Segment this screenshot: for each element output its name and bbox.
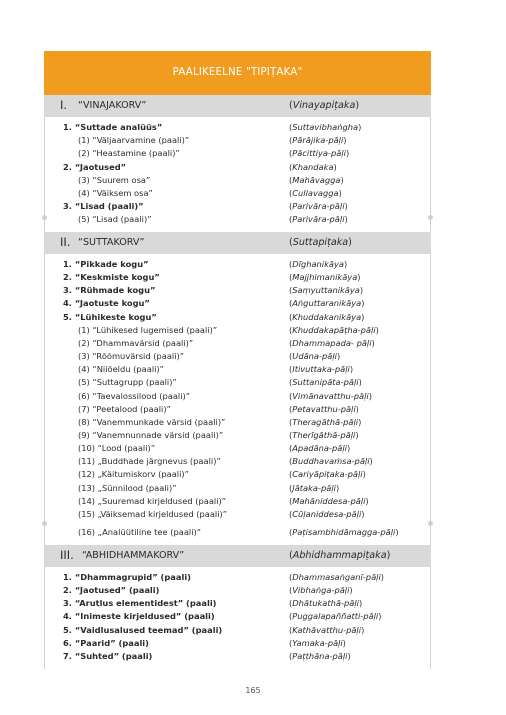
item-label: (15) „Väiksemad kirjeldused (paali)”: [78, 508, 228, 519]
item-pali-text: Khuddakapāṭha-pāḷi: [292, 324, 376, 335]
item-label: (11) „Buddhade järgnevus (paali)”: [78, 456, 221, 467]
item-label: 2. “Jaotused”: [63, 161, 127, 172]
list-item: [0, 468, 506, 481]
item-label: 3. “Arutlus elementidest” (paali): [63, 598, 217, 609]
list-item: [0, 442, 506, 455]
item-label: (3) “Suurem osa”: [78, 174, 151, 185]
section-pali-text: Abhidhammapiṭaka: [292, 550, 387, 561]
item-pali-text: Petavatthu-pāḷi: [292, 403, 356, 414]
item-pali: (Pācittiya-pāḷi): [289, 148, 350, 159]
item-pali-text: Itivuttaka-pāḷi: [292, 364, 350, 375]
item-pali: (Kathāvatthu-pāḷi): [289, 624, 365, 635]
list-item: [0, 311, 506, 324]
section-name: “VINAJAKORV”: [78, 100, 147, 111]
list-item: [0, 403, 506, 416]
item-pali: (Mahāvagga): [289, 174, 344, 185]
item-pali: (Petavatthu-pāḷi): [289, 403, 359, 414]
item-label: (4) “Väiksem osa”: [78, 187, 153, 198]
item-pali-text: Vibhaṅga-pāḷi: [292, 585, 350, 596]
item-pali-text: Suttanipāta-pāḷi: [292, 377, 359, 388]
list-item: [0, 482, 506, 495]
item-pali-text: Aṅguttaranikāya: [292, 298, 362, 309]
item-pali-text: Puggalapaññatti-pāḷi: [292, 611, 379, 622]
item-label: 2. “Jaotused” (paali): [63, 585, 160, 596]
item-label: (2) “Heastamine (paali)”: [78, 148, 180, 159]
item-label: 2. “Keskmiste kogu”: [63, 272, 160, 283]
item-pali: (Parivāra-pāḷi): [289, 214, 348, 225]
item-label: 5. “Vaidlusalused teemad” (paali): [63, 624, 223, 635]
item-pali-text: Cariyāpiṭaka-pāḷi: [292, 469, 363, 480]
item-pali: (Pārājika-pāḷi): [289, 135, 347, 146]
section-name: “SUTTAKORV”: [78, 237, 145, 248]
section-header: [44, 232, 431, 254]
list-item: [0, 187, 506, 200]
item-label: 6. “Paarid” (paali): [63, 637, 149, 648]
item-pali-text: Yamaka-pāḷi: [292, 637, 343, 648]
item-pali: (Parivāra-pāḷi): [289, 200, 348, 211]
item-pali-text: Dhammasaṅganī-pāḷi: [292, 572, 381, 582]
table-title: PAALIKEELNE "TIPIṬAKA": [44, 51, 431, 95]
item-label: (3) “Rõõmuvärsid (paali)”: [78, 351, 185, 361]
item-pali: (Vibhaṅga-pāḷi): [289, 585, 353, 596]
list-item: [0, 584, 506, 597]
item-label: (13) „Sünnilood (paali)”: [78, 482, 177, 493]
item-pali: (Khuddakapāṭha-pāḷi): [289, 324, 379, 335]
item-pali-text: Suttavibhaṅgha: [292, 122, 359, 132]
item-pali-text: Paṭisambhidāmagga-pāḷi: [292, 527, 396, 537]
list-item: [0, 200, 506, 213]
item-pali: (Puggalapaññatti-pāḷi): [289, 611, 382, 622]
item-pali: (Majjhimanikāya): [289, 272, 361, 283]
item-pali-text: Dīghanikāya: [292, 259, 345, 269]
item-pali: (Aṅguttaranikāya): [289, 298, 365, 309]
item-pali: (Paṭṭhāna-pāḷi): [289, 650, 351, 661]
item-pali: (Itivuttaka-pāḷi): [289, 364, 354, 375]
item-label: (10) “Lood (paali)”: [78, 443, 156, 454]
list-item: [0, 258, 506, 271]
section-pali-text: Suttapiṭaka: [292, 237, 349, 248]
item-pali-text: Cullavagga: [292, 187, 339, 198]
item-label: (2) “Dhammavärsid (paali)”: [78, 337, 194, 348]
item-pali: (Yamaka-pāḷi): [289, 637, 346, 648]
list-item: [0, 597, 506, 610]
item-label: 4. “Inimeste kirjeldused” (paali): [63, 611, 215, 622]
list-item: [0, 416, 506, 429]
list-item: [0, 121, 506, 134]
item-label: (9) “Vanemnunnade värsid (paali)”: [78, 429, 224, 440]
list-item: [0, 624, 506, 637]
section-pali-text: Vinayapiṭaka: [292, 100, 356, 111]
item-pali-text: Saṃyuttanikāya: [292, 285, 360, 296]
list-item: [0, 324, 506, 337]
item-label: (16) „Analüütiline tee (paali)”: [78, 527, 202, 537]
item-label: (7) “Peetalood (paali)”: [78, 403, 171, 414]
item-pali-text: Majjhimanikāya: [292, 272, 358, 283]
item-pali: (Therīgāthā-pāḷi): [289, 429, 359, 440]
list-item: [0, 508, 506, 521]
item-pali: (Suttanipāta-pāḷi): [289, 377, 362, 388]
page-number: 165: [245, 686, 261, 695]
item-pali-text: Theragāthā-pāḷi: [292, 416, 359, 427]
item-label: 3. “Rühmade kogu”: [63, 285, 156, 296]
item-pali: (Buddhavaṁsa-pāḷi): [289, 456, 373, 467]
item-label: 1. “Dhammagrupid” (paali): [63, 572, 191, 582]
item-label: 7. “Suhted” (paali): [63, 650, 153, 661]
list-item: [0, 495, 506, 508]
list-item: [0, 610, 506, 623]
item-pali: (Udāna-pāḷi): [289, 351, 341, 361]
item-pali-text: Parivāra-pāḷi: [292, 200, 345, 211]
section-number: III.: [60, 548, 74, 562]
section-number: II.: [60, 235, 71, 249]
item-pali: (Suttavibhaṅgha): [289, 122, 362, 132]
section-header: [44, 95, 431, 117]
item-pali-text: Pārājika-pāḷi: [292, 135, 344, 146]
list-item: [0, 297, 506, 310]
item-label: (1) “Väljaarvamine (paali)”: [78, 135, 190, 146]
section-header: [44, 545, 431, 567]
list-item: [0, 429, 506, 442]
item-pali-text: Cūḷaniddesa-pāḷi: [292, 508, 362, 519]
item-pali-text: Apadāna-pāḷi: [292, 443, 347, 454]
list-item: [0, 147, 506, 160]
item-pali: (Dhammasaṅganī-pāḷi): [289, 572, 385, 582]
section-name: “ABHIDHAMMAKORV”: [82, 550, 185, 561]
item-pali: (Theragāthā-pāḷi): [289, 416, 362, 427]
item-pali: (Vimānavatthu-pāḷi): [289, 390, 372, 401]
list-item: [0, 455, 506, 468]
item-pali: (Khuddakanikāya): [289, 311, 365, 322]
item-label: (4) “Niiöeldu (paali)”: [78, 364, 164, 375]
item-label: 1. “Suttade analüüs”: [63, 122, 163, 132]
item-pali: (Khandaka): [289, 161, 337, 172]
item-label: 4. “Jaotuste kogu”: [63, 298, 150, 309]
item-pali-text: Kathāvatthu-pāḷi: [292, 624, 362, 635]
item-label: (8) “Vanemmunkade värsid (paali)”: [78, 416, 226, 427]
item-pali: (Cariyāpiṭaka-pāḷi): [289, 469, 366, 480]
item-pali: (Dhātukathā-pāḷi): [289, 598, 363, 609]
list-item: [0, 571, 506, 584]
list-item: [0, 526, 506, 539]
item-label: 3. “Lisad (paali)”: [63, 200, 144, 211]
item-pali-text: Parivāra-pāḷi: [292, 214, 345, 225]
section-pali: (Abhidhammapiṭaka): [289, 550, 391, 561]
item-pali-text: Buddhavaṁsa-pāḷi: [292, 456, 370, 467]
item-pali-text: Mahāvagga: [292, 174, 341, 185]
item-pali: (Apadāna-pāḷi): [289, 443, 351, 454]
list-item: [0, 271, 506, 284]
list-item: [0, 350, 506, 363]
item-label: 5. “Lühikeste kogu”: [63, 311, 157, 322]
item-pali-text: Jātaka-pāḷi: [292, 482, 336, 493]
list-item: [0, 134, 506, 147]
item-label: (5) “Suttagrupp (paali)”: [78, 377, 177, 388]
item-pali-text: Khandaka: [292, 161, 334, 172]
item-pali-text: Khuddakanikāya: [292, 311, 362, 322]
item-pali: (Dīghanikāya): [289, 259, 348, 269]
section-number: I.: [60, 98, 68, 112]
section-pali: (Suttapiṭaka): [289, 237, 352, 248]
list-item: [0, 337, 506, 350]
item-pali-text: Pācittiya-pāḷi: [292, 148, 346, 159]
item-label: (12) „Käitumiskorv (paali)”: [78, 469, 189, 480]
item-pali: (Dhammapada- pāḷi): [289, 337, 375, 348]
item-pali-text: Therīgāthā-pāḷi: [292, 429, 356, 440]
item-pali-text: Mahāniddesa-pāḷi: [292, 495, 366, 506]
item-label: (1) “Lühikesed lugemised (paali)”: [78, 324, 218, 335]
item-pali: (Cūḷaniddesa-pāḷi): [289, 508, 365, 519]
list-item: [0, 637, 506, 650]
item-pali-text: Dhātukathā-pāḷi: [292, 598, 359, 609]
item-pali-text: Paṭṭhāna-pāḷi: [292, 650, 348, 661]
item-pali: (Saṃyuttanikāya): [289, 285, 364, 296]
item-pali: (Mahāniddesa-pāḷi): [289, 495, 369, 506]
item-pali: (Paṭisambhidāmagga-pāḷi): [289, 527, 399, 537]
item-label: (14) „Suuremad kirjeldused (paali)”: [78, 495, 227, 506]
list-item: [0, 650, 506, 663]
item-label: (6) “Taevalossilood (paali)”: [78, 390, 191, 401]
list-item: [0, 213, 506, 226]
list-item: [0, 390, 506, 403]
item-pali: (Jātaka-pāḷi): [289, 482, 340, 493]
list-item: [0, 284, 506, 297]
section-pali: (Vinayapiṭaka): [289, 100, 360, 111]
item-pali-text: Vimānavatthu-pāḷi: [292, 390, 369, 401]
item-pali-text: Dhammapada- pāḷi: [292, 337, 372, 348]
list-item: [0, 363, 506, 376]
list-item: [0, 161, 506, 174]
item-pali: (Cullavagga): [289, 187, 342, 198]
item-pali-text: Udāna-pāḷi: [292, 351, 337, 361]
item-label: 1. “Pikkade kogu”: [63, 259, 149, 269]
list-item: [0, 174, 506, 187]
list-item: [0, 376, 506, 389]
item-label: (5) “Lisad (paali)”: [78, 214, 152, 225]
